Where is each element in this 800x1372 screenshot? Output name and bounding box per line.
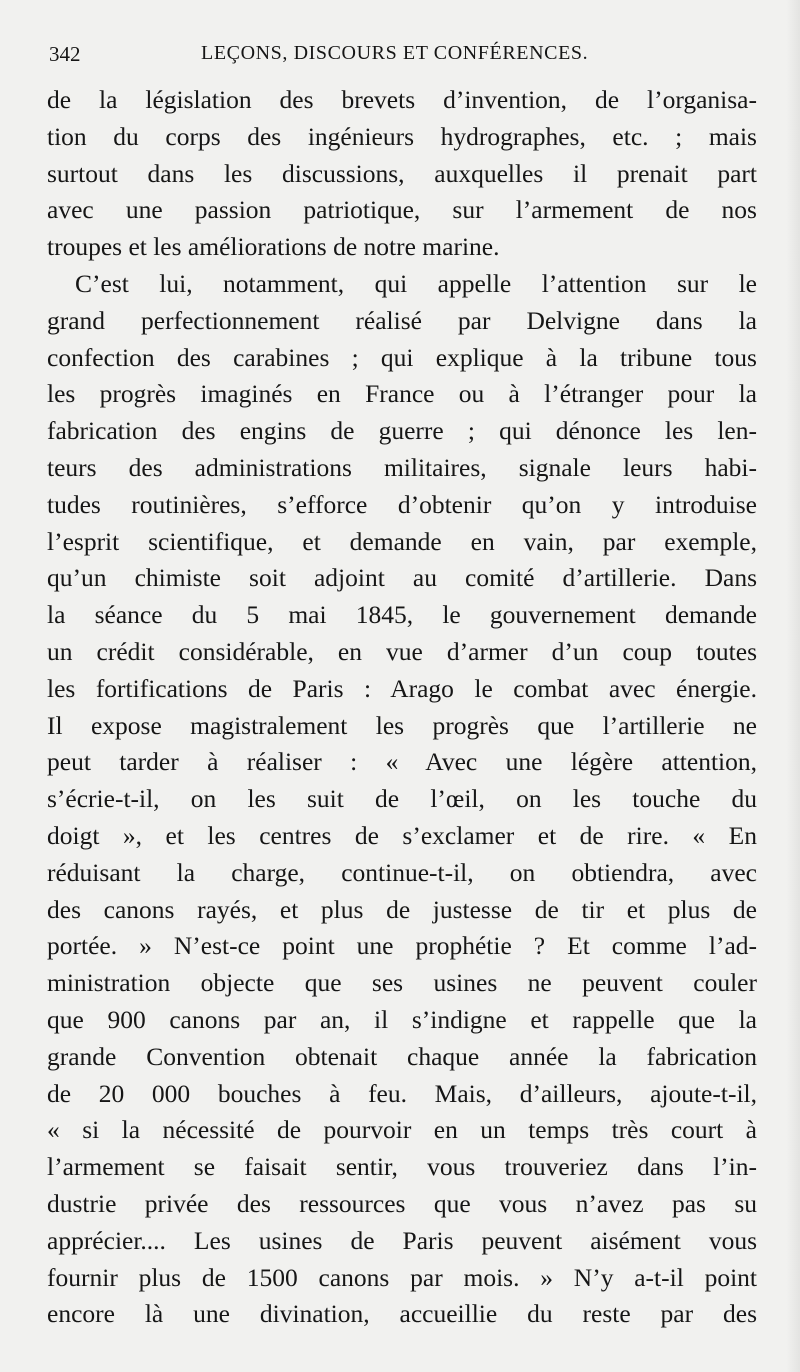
paragraph-start-line: C’est lui, notamment, qui appelle l’attention sur le bbox=[75, 268, 757, 298]
text-line: grande Convention obtenait chaque année la fabrication bbox=[47, 1041, 757, 1071]
text-line: grand perfectionnement réalisé par Delvigne dans la bbox=[47, 305, 757, 335]
text-line: peut tarder à réaliser : « Avec une légère attention, bbox=[47, 747, 757, 777]
text-line: portée. » N’est-ce point une prophétie ? Et comme l’ad- bbox=[47, 931, 757, 961]
text-line: avec une passion patriotique, sur l’armement de nos bbox=[47, 195, 757, 225]
text-line: tudes routinières, s’efforce d’obtenir qu’on y introduise bbox=[47, 489, 757, 519]
page-number: 342 bbox=[49, 42, 81, 66]
text-line: tion du corps des ingénieurs hydrographes, etc. ; mais bbox=[47, 121, 757, 151]
paragraph-end-line: troupes et les améliorations de notre marine. bbox=[47, 232, 500, 262]
page-edge-shadow bbox=[786, 0, 800, 1372]
running-header bbox=[49, 42, 754, 76]
text-line: la séance du 5 mai 1845, le gouvernement demande bbox=[47, 600, 757, 630]
text-line: de la législation des brevets d’invention, de l’organisa- bbox=[47, 85, 757, 114]
text-line: apprécier.... Les usines de Paris peuvent aisément vous bbox=[47, 1225, 757, 1255]
body-text bbox=[47, 82, 757, 1333]
text-line: Il expose magistralement les progrès que l’artillerie ne bbox=[47, 710, 757, 740]
text-line: un crédit considérable, en vue d’armer d’un coup toutes bbox=[47, 636, 757, 666]
text-line: de 20 000 bouches à feu. Mais, d’ailleurs, ajoute-t-il, bbox=[47, 1078, 757, 1108]
text-line: encore là une divination, accueillie du reste par des bbox=[47, 1299, 757, 1329]
text-line: l’esprit scientifique, et demande en vain, par exemple, bbox=[47, 526, 757, 556]
text-line: fabrication des engins de guerre ; qui dénonce les len- bbox=[47, 416, 757, 446]
text-line: confection des carabines ; qui explique à la tribune tous bbox=[47, 342, 757, 372]
text-line: que 900 canons par an, il s’indigne et rappelle que la bbox=[47, 1004, 757, 1034]
text-line: doigt », et les centres de s’exclamer et de rire. « En bbox=[47, 820, 757, 850]
text-line: fournir plus de 1500 canons par mois. » N’y a-t-il point bbox=[47, 1262, 757, 1292]
text-line: les fortifications de Paris : Arago le combat avec énergie. bbox=[47, 673, 757, 703]
text-line: teurs des administrations militaires, signale leurs habi- bbox=[47, 452, 757, 482]
text-line: les progrès imaginés en France ou à l’étranger pour la bbox=[47, 379, 757, 409]
text-line: s’écrie-t-il, on les suit de l’œil, on les touche du bbox=[47, 784, 757, 814]
text-line: réduisant la charge, continue-t-il, on obtiendra, avec bbox=[47, 857, 757, 887]
text-line: des canons rayés, et plus de justesse de tir et plus de bbox=[47, 894, 757, 924]
text-line: « si la nécessité de pourvoir en un temps très court à bbox=[47, 1115, 757, 1145]
running-title: LEÇONS, DISCOURS ET CONFÉRENCES. bbox=[201, 42, 589, 64]
text-line: qu’un chimiste soit adjoint au comité d’artillerie. Dans bbox=[47, 563, 757, 593]
text-line: dustrie privée des ressources que vous n’avez pas su bbox=[47, 1188, 757, 1218]
text-line: surtout dans les discussions, auxquelles il prenait part bbox=[47, 158, 757, 188]
text-line: l’armement se faisait sentir, vous trouveriez dans l’in- bbox=[47, 1152, 757, 1182]
text-line: ministration objecte que ses usines ne peuvent couler bbox=[47, 968, 757, 998]
